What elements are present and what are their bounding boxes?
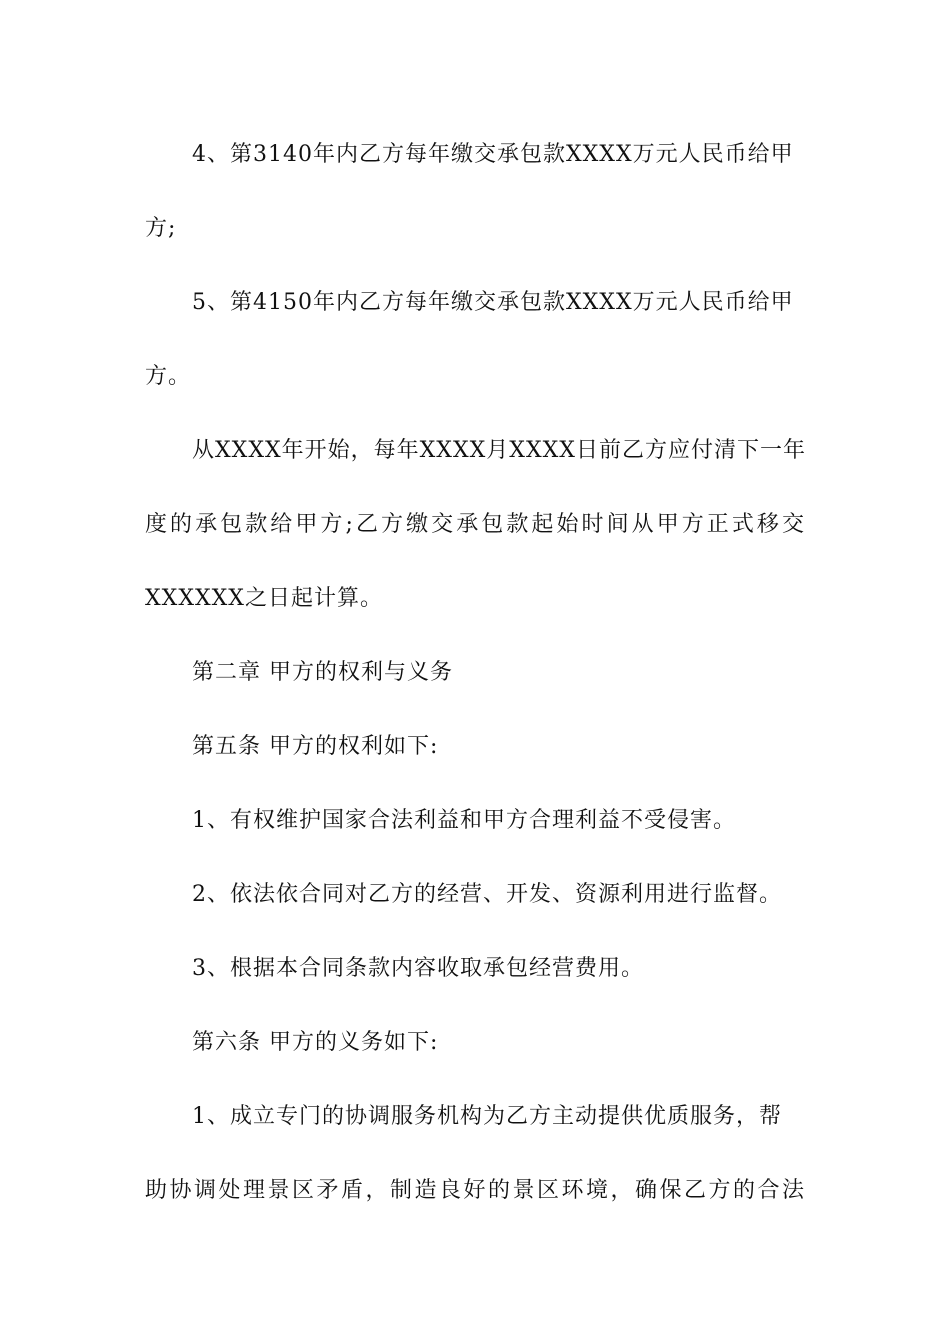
list-item: 2、依法依合同对乙方的经营、开发、资源利用进行监督。 (192, 882, 782, 907)
paragraph-line: 5、第4150年内乙方每年缴交承包款XXXX万元人民币给甲 (192, 290, 794, 315)
list-item: 3、根据本合同条款内容收取承包经营费用。 (192, 956, 644, 981)
paragraph-line: 方。 (145, 364, 192, 389)
article-heading: 第六条 甲方的义务如下: (192, 1030, 439, 1055)
article-heading: 第五条 甲方的权利如下: (192, 734, 439, 759)
chapter-heading: 第二章 甲方的权利与义务 (192, 660, 453, 685)
list-item: 1、成立专门的协调服务机构为乙方主动提供优质服务，帮 (192, 1104, 782, 1129)
paragraph-line: 从XXXX年开始，每年XXXX月XXXX日前乙方应付清下一年 (192, 438, 806, 463)
paragraph-line: 方; (145, 216, 177, 241)
paragraph-line: 度的承包款给甲方;乙方缴交承包款起始时间从甲方正式移交 (145, 512, 805, 537)
paragraph-line: 助协调处理景区矛盾，制造良好的景区环境，确保乙方的合法 (145, 1178, 805, 1203)
paragraph-line: XXXXXX之日起计算。 (145, 586, 383, 611)
list-item: 1、有权维护国家合法利益和甲方合理利益不受侵害。 (192, 808, 736, 833)
paragraph-line: 4、第3140年内乙方每年缴交承包款XXXX万元人民币给甲 (192, 142, 794, 167)
